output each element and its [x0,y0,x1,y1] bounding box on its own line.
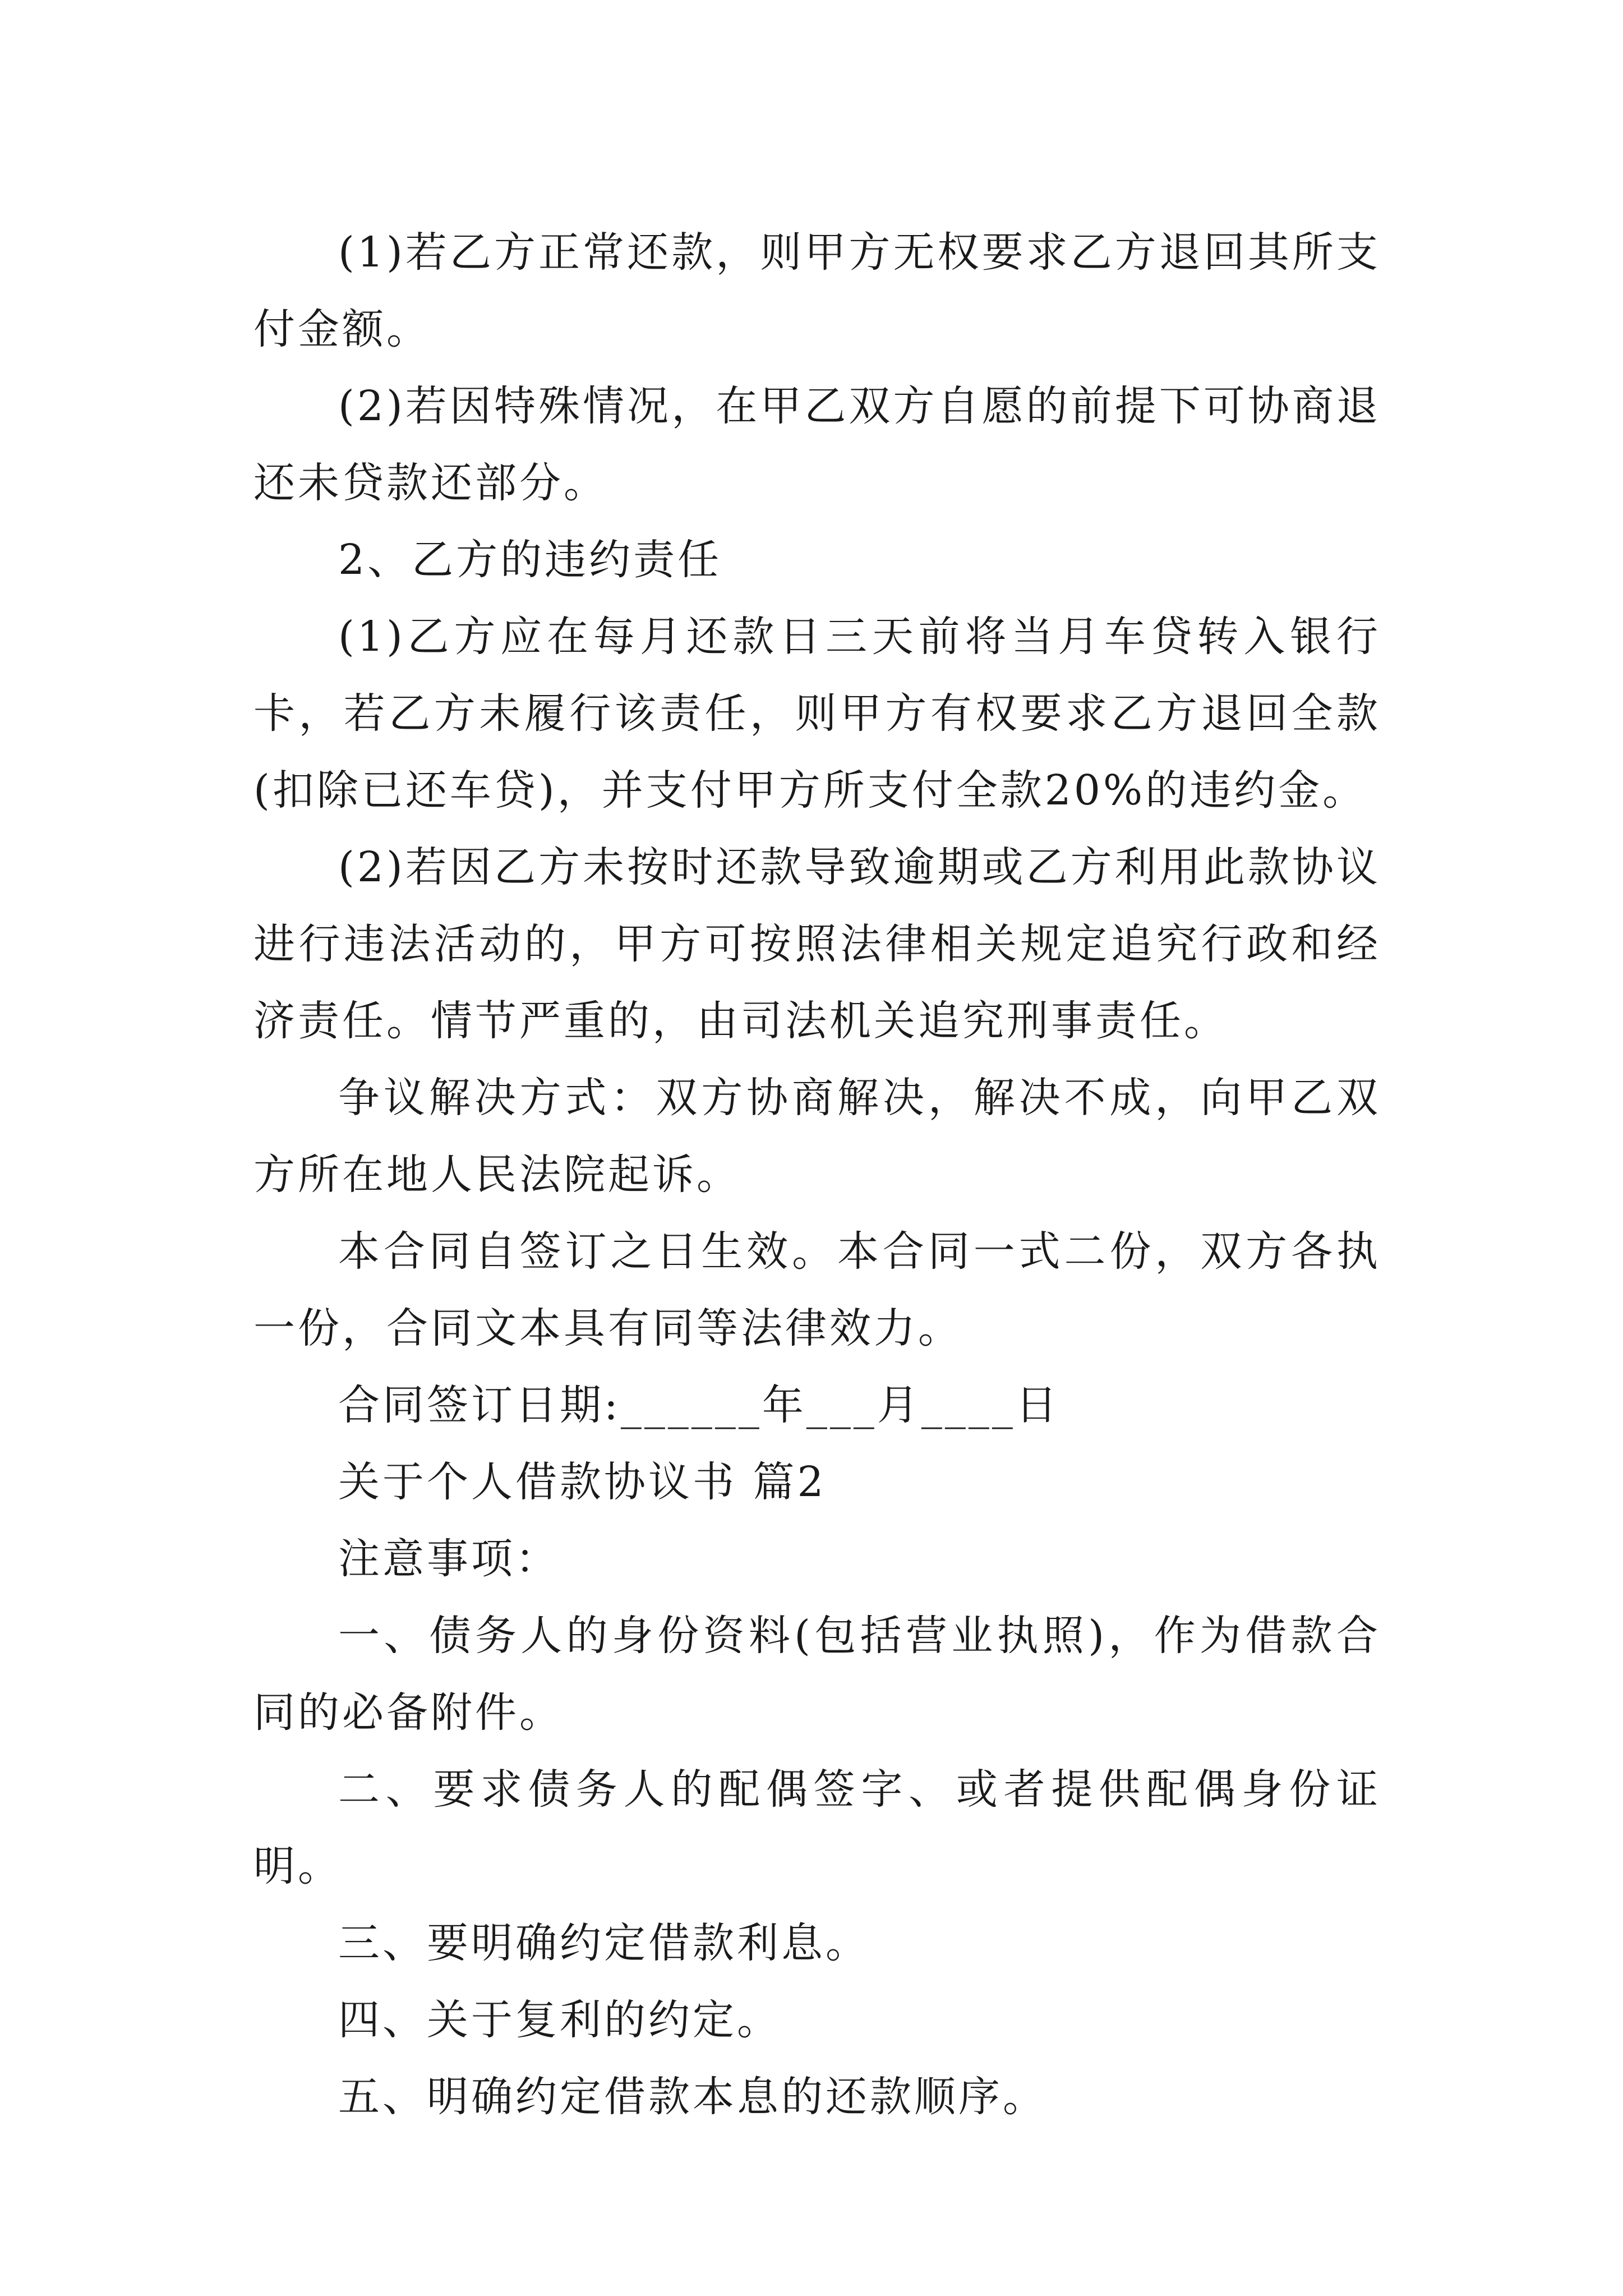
list-item-note-3: 三、要明确约定借款利息。 [338,1919,870,1967]
paragraph-refund-special: (2)若因特殊情况，在甲乙双方自愿的前提下可协商退还未贷款还部分。 [253,382,1381,507]
paragraph-dispute-resolution: 争议解决方式：双方协商解决，解决不成，向甲乙双方所在地人民法院起诉。 [253,1074,1381,1199]
section-title-part-2: 关于个人借款协议书 篇2 [338,1458,827,1506]
list-item-note-5: 五、明确约定借款本息的还款顺序。 [338,2073,1047,2121]
paragraph-signing-date: 合同签订日期:______年___月____日 [338,1381,1060,1429]
document-body [253,214,1381,2136]
list-item-note-4: 四、关于复利的约定。 [338,1996,781,2044]
paragraph-party-b-repayment: (1)乙方应在每月还款日三天前将当月车贷转入银行卡，若乙方未履行该责任，则甲方有权要求乙方退回全款(扣除已还车贷)，并支付甲方所支付全款20%的违约金。 [253,613,1381,815]
paragraph-contract-effect: 本合同自签订之日生效。本合同一式二份，双方各执一份，合同文本具有同等法律效力。 [253,1227,1381,1352]
list-item-note-2: 二、要求债务人的配偶签字、或者提供配偶身份证明。 [253,1765,1381,1890]
paragraph-refund-normal: (1)若乙方正常还款，则甲方无权要求乙方退回其所支付金额。 [253,228,1381,353]
section-heading-party-b-liability: 2、乙方的违约责任 [338,536,722,584]
paragraph-notes-heading: 注意事项： [338,1535,560,1583]
paragraph-party-b-overdue: (2)若因乙方未按时还款导致逾期或乙方利用此款协议进行违法活动的，甲方可按照法律相关规定追究行政和经济责任。情节严重的，由司法机关追究刑事责任。 [253,843,1381,1045]
list-item-note-1: 一、债务人的身份资料(包括营业执照)，作为借款合同的必备附件。 [253,1612,1381,1737]
